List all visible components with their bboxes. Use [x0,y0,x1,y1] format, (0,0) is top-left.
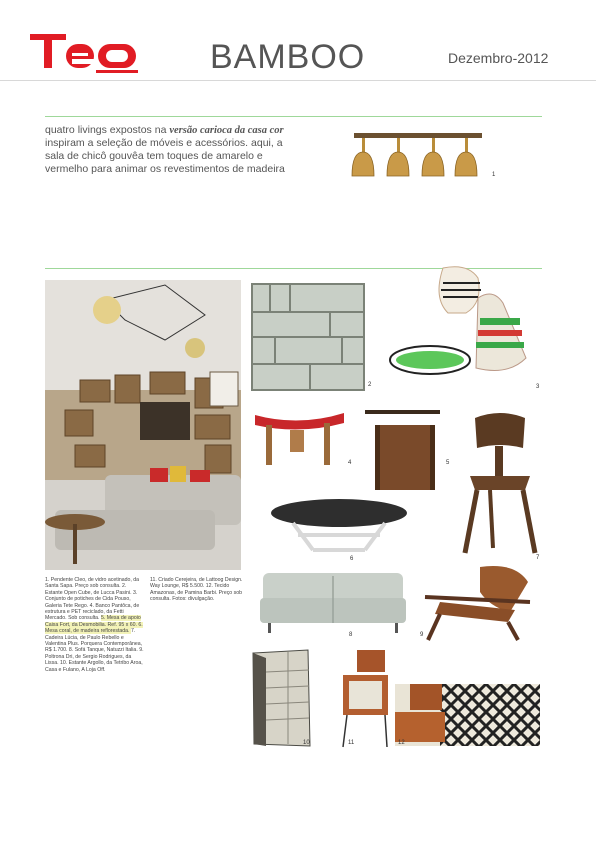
product-6-coffee-table [268,495,410,555]
product-9-armchair [420,562,540,642]
product-2-bookshelf [250,282,368,392]
magazine-section-title: BAMBOO [210,38,366,76]
product-12-textile [395,684,540,746]
item-number-8: 8 [349,632,353,638]
item-number-6: 6 [350,556,354,562]
intro-emphasis: versão carioca da casa cor [169,125,284,136]
captions-column-1 [45,577,145,673]
captions-column-2: 11. Criado Cerejeira, de Lattoog Design. Way Lounge, R$ 5.500. 12. Tecido Amazonas, de Pamina Barbi. Preço sob consulta. Fotos: divulgação. [150,577,243,603]
product-7-chair [455,408,545,558]
product-11-nightstand [335,645,395,750]
intro-rest: inspiram a seleção de móveis e acessórios. aqui, a sala de chicô gouvêa tem toques de amarelo e vermelho para animar os revestimentos de madeira [45,137,285,175]
caption-part-c: 7. Cadeira Lúcia, de Paulo Rebello e Valentina Plus. Porquera Contemporânea, R$ 1.700. 8. Sofá Tanque, Natuzzi Italia. 9. Poltrona Dri, de Sergio Rodrigues, da Lissa. 10. Estante Argollo, da Tetribo Aroa, Casa e Fulano, A Loja Off. [45,628,144,673]
product-3-vases [388,258,538,388]
item-number-11: 11 [348,740,355,746]
item-number-7: 7 [536,555,540,561]
divider-green-top [45,116,542,117]
living-room-photo [45,280,241,570]
item-number-2: 2 [368,382,372,388]
product-5-side-table [360,405,450,495]
item-number-12: 12 [398,740,405,746]
caption-part-b: 5. Mesa de apoio Caixa Fort, da Desmobilia. Ref. 95 x 60. 6. Mesa coral, de madeira reflorestada. [45,615,143,635]
intro-lead: quatro livings expostos na [45,124,170,136]
teo-logo [30,34,138,74]
item-number-9: 9 [420,632,424,638]
item-number-5: 5 [446,460,450,466]
product-10-cabinet [248,648,316,748]
header-rule [0,80,596,81]
caption-part-a: 1. Pendente Cleo, de vidro acetinado, da Santa Sapa. Preço sob consulta. 2. Estante Open Cube, de Lucca Pasini. 3. Conjunto de potiches de Cida Pouso, Galeria Tete Rego. 4. Banco Pantôca, de estrutura e PET reciclado, da Fetti Mercado. Sob consulta. [45,577,140,622]
product-1-pendant-lamps [340,130,495,185]
intro-text [45,124,285,176]
issue-date: Dezembro-2012 [448,50,549,66]
product-8-sofa [258,568,408,638]
product-4-bench [252,405,347,470]
item-number-10: 10 [303,740,310,746]
item-number-4: 4 [348,460,352,466]
item-number-1: 1 [492,172,496,178]
item-number-3: 3 [536,384,540,390]
